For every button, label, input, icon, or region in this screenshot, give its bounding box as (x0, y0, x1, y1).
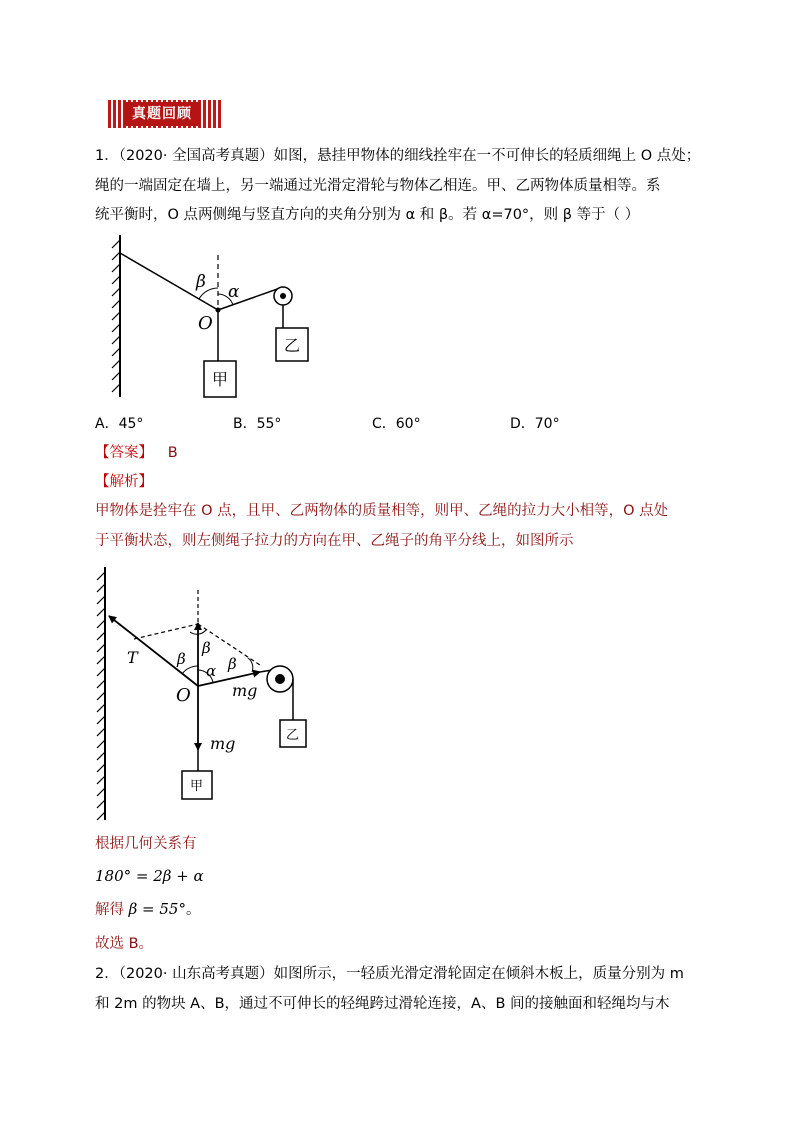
answer-label: 【答案】 (95, 445, 153, 461)
box-jia-label: 甲 (190, 779, 204, 794)
option-a[interactable]: A．45° (95, 416, 144, 432)
choose-text: 故选 B。 (95, 936, 154, 952)
point-O (216, 308, 221, 313)
analysis-line-1: 甲物体是拴牢在 O 点，且甲、乙两物体的质量相等，则甲、乙绳的拉力大小相等，O 点处 (95, 503, 669, 519)
analysis-line-2: 于平衡状态，则左侧绳子拉力的方向在甲、乙绳子的角平分线上，如图所示 (95, 533, 574, 549)
wall-hatching (97, 572, 105, 820)
analysis-figure (90, 562, 320, 824)
section-title: 真题回顾 (124, 102, 200, 126)
label-mg-down: mg (210, 734, 236, 753)
q2-line-2: 和 2m 的物块 A、B，通过不可伸长的轻绳跨过滑轮连接，A、B 间的接触面和轻绳均与木 (95, 996, 670, 1012)
label-alpha: α (206, 662, 217, 680)
parallelogram-top-left (134, 624, 198, 639)
geometry-text: 根据几何关系有 (95, 836, 197, 852)
equation-1: 180° = 2β + α (95, 867, 204, 885)
label-T: T (127, 648, 138, 667)
solve-equation: β = 55° (128, 900, 186, 918)
label-mg-right: mg (232, 681, 258, 700)
q1-line-3: 统平衡时，O 点两侧绳与竖直方向的夹角分别为 α 和 β。若 α=70°，则 β 等于（ ） (95, 207, 640, 223)
solve-row (95, 899, 200, 920)
option-c[interactable]: C．60° (372, 416, 421, 432)
wall-hatching (112, 240, 120, 392)
answer-row (95, 442, 178, 463)
solve-suffix: 。 (185, 902, 201, 918)
box-yi-label: 乙 (286, 728, 300, 743)
box-yi-label: 乙 (284, 336, 301, 355)
solve-prefix: 解得 (95, 902, 129, 918)
label-O: O (176, 685, 191, 706)
label-alpha: α (228, 282, 240, 302)
box-jia-label: 甲 (212, 370, 229, 389)
label-beta-right: β (228, 655, 237, 673)
answer-value: B (167, 445, 178, 461)
pulley-axle (280, 293, 286, 299)
analysis-label: 【解析】 (95, 474, 153, 490)
label-beta-left: β (177, 650, 186, 668)
option-b[interactable]: B．55° (233, 416, 282, 432)
q2-line-1: 2．（2020· 山东高考真题）如图所示，一轻质光滑定滑轮固定在倾斜木板上，质量分别为 m (95, 966, 684, 982)
label-beta: β (196, 272, 206, 292)
analysis-row (95, 471, 153, 492)
label-beta-mid: β (202, 639, 211, 657)
section-banner (108, 100, 222, 128)
q1-line-2: 绳的一端固定在墙上，另一端通过光滑定滑轮与物体乙相连。甲、乙两物体质量相等。系 (95, 178, 661, 194)
label-O: O (198, 313, 213, 334)
option-d[interactable]: D．70° (510, 416, 560, 432)
pulley-axle (275, 674, 285, 684)
q1-figure (100, 230, 340, 405)
q1-line-1: 1．（2020· 全国高考真题）如图，悬挂甲物体的细线拴牢在一不可伸长的轻质细绳上 O 点处； (95, 148, 701, 164)
